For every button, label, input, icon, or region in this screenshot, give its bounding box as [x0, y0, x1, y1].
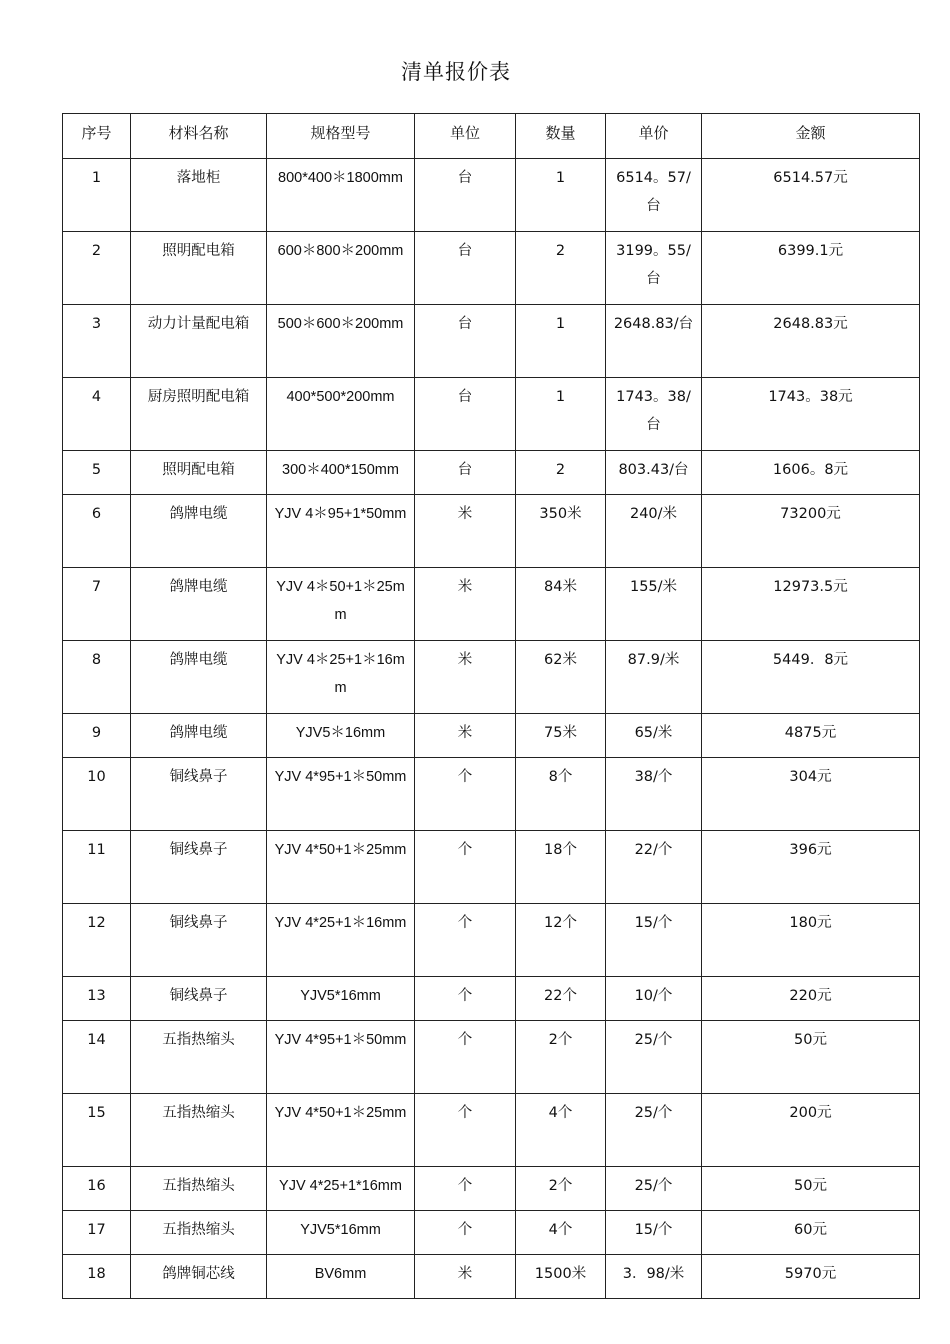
cell-price: 803.43/台: [606, 451, 702, 495]
cell-qty: 4个: [516, 1094, 606, 1167]
cell-qty: 22个: [516, 977, 606, 1021]
table-row: [63, 977, 920, 1021]
cell-no: 5: [63, 451, 131, 495]
cell-unit: 个: [415, 758, 516, 831]
cell-no: 16: [63, 1167, 131, 1211]
cell-amount: 180元: [702, 904, 920, 977]
cell-spec: YJV 4*25+1＊16mm: [267, 904, 415, 977]
cell-price: 25/个: [606, 1167, 702, 1211]
cell-name: 鸽牌电缆: [131, 568, 267, 641]
cell-qty: 4个: [516, 1211, 606, 1255]
cell-spec: YJV 4*50+1＊25mm: [267, 831, 415, 904]
cell-price: 155/米: [606, 568, 702, 641]
cell-qty: 12个: [516, 904, 606, 977]
table-row: [63, 714, 920, 758]
cell-qty: 18个: [516, 831, 606, 904]
cell-amount: 12973.5元: [702, 568, 920, 641]
cell-unit: 米: [415, 714, 516, 758]
cell-spec: YJV 4＊95+1*50mm: [267, 495, 415, 568]
table-row: [63, 495, 920, 568]
cell-spec: YJV 4*25+1*16mm: [267, 1167, 415, 1211]
cell-name: 照明配电箱: [131, 232, 267, 305]
cell-qty: 1500米: [516, 1255, 606, 1299]
page-title: 清单报价表: [401, 60, 511, 84]
cell-unit: 台: [415, 232, 516, 305]
cell-price: 25/个: [606, 1021, 702, 1094]
cell-no: 12: [63, 904, 131, 977]
cell-price: 10/个: [606, 977, 702, 1021]
cell-name: 动力计量配电箱: [131, 305, 267, 378]
cell-unit: 米: [415, 568, 516, 641]
table-row: [63, 1021, 920, 1094]
cell-qty: 1: [516, 378, 606, 451]
cell-no: 9: [63, 714, 131, 758]
header-amount: 金额: [702, 114, 920, 159]
table-row: [63, 451, 920, 495]
cell-amount: 60元: [702, 1211, 920, 1255]
cell-name: 铜线鼻子: [131, 904, 267, 977]
header-qty: 数量: [516, 114, 606, 159]
cell-amount: 1743。38元: [702, 378, 920, 451]
cell-spec: YJV5*16mm: [267, 1211, 415, 1255]
cell-price: 6514。57/台: [606, 159, 702, 232]
cell-no: 13: [63, 977, 131, 1021]
cell-qty: 2个: [516, 1021, 606, 1094]
cell-amount: 396元: [702, 831, 920, 904]
cell-spec: YJV5*16mm: [267, 977, 415, 1021]
cell-name: 鸽牌电缆: [131, 495, 267, 568]
table-row: [63, 232, 920, 305]
cell-qty: 62米: [516, 641, 606, 714]
cell-spec: YJV 4*95+1＊50mm: [267, 1021, 415, 1094]
table-row: [63, 305, 920, 378]
cell-spec: YJV5＊16mm: [267, 714, 415, 758]
cell-name: 五指热缩头: [131, 1021, 267, 1094]
cell-name: 鸽牌铜芯线: [131, 1255, 267, 1299]
cell-name: 铜线鼻子: [131, 758, 267, 831]
quote-table: [62, 113, 920, 1299]
cell-amount: 50元: [702, 1021, 920, 1094]
header-price: 单价: [606, 114, 702, 159]
header-no: 序号: [63, 114, 131, 159]
cell-no: 6: [63, 495, 131, 568]
cell-name: 鸽牌电缆: [131, 714, 267, 758]
cell-spec: YJV 4*95+1＊50mm: [267, 758, 415, 831]
table-row: [63, 831, 920, 904]
cell-unit: 台: [415, 451, 516, 495]
cell-unit: 个: [415, 904, 516, 977]
table-row: [63, 159, 920, 232]
cell-unit: 个: [415, 831, 516, 904]
cell-amount: 5449．8元: [702, 641, 920, 714]
cell-spec: 400*500*200mm: [267, 378, 415, 451]
cell-name: 落地柜: [131, 159, 267, 232]
cell-no: 14: [63, 1021, 131, 1094]
cell-qty: 2: [516, 232, 606, 305]
cell-price: 15/个: [606, 904, 702, 977]
cell-spec: 800*400＊1800mm: [267, 159, 415, 232]
table-row: [63, 641, 920, 714]
cell-no: 10: [63, 758, 131, 831]
cell-amount: 220元: [702, 977, 920, 1021]
cell-amount: 1606。8元: [702, 451, 920, 495]
cell-amount: 73200元: [702, 495, 920, 568]
cell-no: 11: [63, 831, 131, 904]
table-row: [63, 904, 920, 977]
cell-spec: YJV 4＊25+1＊16mm: [267, 641, 415, 714]
cell-no: 17: [63, 1211, 131, 1255]
cell-spec: 500＊600＊200mm: [267, 305, 415, 378]
table-row: [63, 1211, 920, 1255]
cell-amount: 5970元: [702, 1255, 920, 1299]
cell-qty: 2个: [516, 1167, 606, 1211]
cell-no: 15: [63, 1094, 131, 1167]
cell-unit: 米: [415, 641, 516, 714]
cell-price: 15/个: [606, 1211, 702, 1255]
table-row: [63, 758, 920, 831]
cell-unit: 个: [415, 1167, 516, 1211]
cell-no: 2: [63, 232, 131, 305]
table-row: [63, 1094, 920, 1167]
cell-unit: 米: [415, 1255, 516, 1299]
table-row: [63, 1255, 920, 1299]
cell-price: 87.9/米: [606, 641, 702, 714]
cell-amount: 4875元: [702, 714, 920, 758]
cell-spec: 600＊800＊200mm: [267, 232, 415, 305]
cell-price: 65/米: [606, 714, 702, 758]
cell-amount: 304元: [702, 758, 920, 831]
header-spec: 规格型号: [267, 114, 415, 159]
cell-no: 8: [63, 641, 131, 714]
cell-no: 4: [63, 378, 131, 451]
cell-price: 2648.83/台: [606, 305, 702, 378]
cell-qty: 1: [516, 305, 606, 378]
cell-amount: 6514.57元: [702, 159, 920, 232]
cell-amount: 2648.83元: [702, 305, 920, 378]
table-header-row: [63, 114, 920, 159]
cell-qty: 84米: [516, 568, 606, 641]
cell-unit: 个: [415, 1211, 516, 1255]
table-row: [63, 568, 920, 641]
cell-qty: 1: [516, 159, 606, 232]
cell-unit: 个: [415, 1021, 516, 1094]
cell-qty: 75米: [516, 714, 606, 758]
cell-qty: 8个: [516, 758, 606, 831]
cell-qty: 2: [516, 451, 606, 495]
cell-price: 240/米: [606, 495, 702, 568]
cell-spec: YJV 4＊50+1＊25mm: [267, 568, 415, 641]
cell-name: 厨房照明配电箱: [131, 378, 267, 451]
cell-name: 铜线鼻子: [131, 977, 267, 1021]
cell-unit: 台: [415, 378, 516, 451]
cell-no: 7: [63, 568, 131, 641]
cell-no: 1: [63, 159, 131, 232]
cell-price: 25/个: [606, 1094, 702, 1167]
cell-unit: 个: [415, 977, 516, 1021]
table-row: [63, 1167, 920, 1211]
cell-name: 铜线鼻子: [131, 831, 267, 904]
header-name: 材料名称: [131, 114, 267, 159]
table-row: [63, 378, 920, 451]
cell-name: 五指热缩头: [131, 1094, 267, 1167]
cell-unit: 台: [415, 305, 516, 378]
cell-spec: BV6mm: [267, 1255, 415, 1299]
cell-unit: 个: [415, 1094, 516, 1167]
cell-name: 五指热缩头: [131, 1167, 267, 1211]
cell-price: 3．98/米: [606, 1255, 702, 1299]
cell-spec: 300＊400*150mm: [267, 451, 415, 495]
cell-amount: 50元: [702, 1167, 920, 1211]
cell-price: 1743。38/台: [606, 378, 702, 451]
cell-name: 五指热缩头: [131, 1211, 267, 1255]
cell-name: 鸽牌电缆: [131, 641, 267, 714]
cell-no: 18: [63, 1255, 131, 1299]
cell-amount: 6399.1元: [702, 232, 920, 305]
cell-spec: YJV 4*50+1＊25mm: [267, 1094, 415, 1167]
cell-amount: 200元: [702, 1094, 920, 1167]
cell-qty: 350米: [516, 495, 606, 568]
cell-price: 38/个: [606, 758, 702, 831]
cell-name: 照明配电箱: [131, 451, 267, 495]
table-body: [63, 159, 920, 1299]
cell-price: 22/个: [606, 831, 702, 904]
cell-price: 3199。55/台: [606, 232, 702, 305]
header-unit: 单位: [415, 114, 516, 159]
cell-unit: 米: [415, 495, 516, 568]
cell-unit: 台: [415, 159, 516, 232]
cell-no: 3: [63, 305, 131, 378]
